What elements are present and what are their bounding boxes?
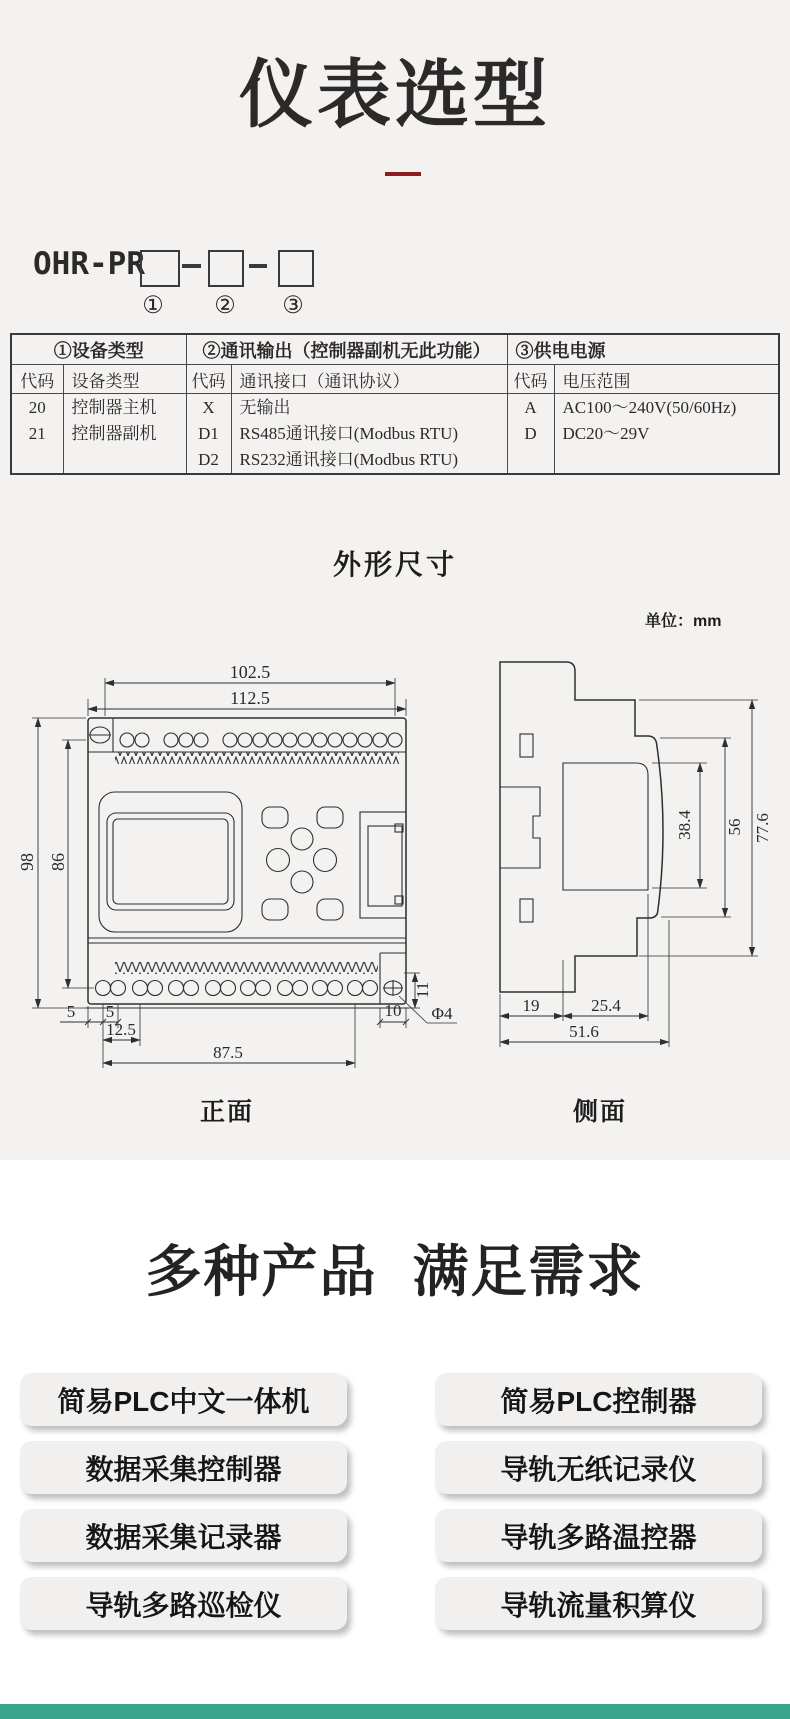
product-button-rail-patrol-meter[interactable]: 导轨多路巡检仪: [20, 1577, 347, 1630]
dimension-drawings: [0, 640, 790, 1070]
product-button-rail-temp-controller[interactable]: 导轨多路温控器: [435, 1509, 762, 1562]
model-code-dash-2: [249, 264, 267, 268]
top-vent-zigzag: [115, 752, 399, 764]
group-title-device-type: ①设备类型: [11, 334, 186, 365]
cell-device-master: 控制器主机: [71, 398, 157, 417]
cell-code-d1: D1: [198, 424, 219, 443]
dim-38-4: 38.4: [675, 810, 694, 840]
side-view-label: 侧面: [572, 1098, 628, 1126]
product-button-plc-controller[interactable]: 简易PLC控制器: [435, 1373, 762, 1426]
dim-25-4: 25.4: [591, 996, 621, 1015]
col-header-code-3: 代码: [507, 365, 554, 394]
front-view-drawing: [85, 718, 409, 1008]
side-connector: [360, 812, 406, 918]
product-button-plc-allinone[interactable]: 简易PLC中文一体机: [20, 1373, 347, 1426]
comm-codes: [186, 394, 231, 475]
screen-outer: [107, 813, 234, 910]
cell-rs485: RS485通讯接口(Modbus RTU): [239, 424, 459, 443]
dim-77-6: 77.6: [753, 813, 772, 843]
power-values: [554, 394, 779, 475]
position-marker-1: ①: [142, 292, 164, 319]
dim-86: 86: [48, 853, 68, 871]
side-panel: [563, 763, 648, 890]
col-header-code-1: 代码: [11, 365, 63, 394]
side-view-drawing: [500, 662, 663, 992]
position-marker-2: ②: [214, 292, 236, 319]
front-view-dimensions: [17, 662, 457, 1068]
cell-code-d: D: [524, 424, 537, 443]
top-terminal-row: [120, 733, 402, 747]
cell-code-x: X: [202, 398, 215, 417]
model-code-box-2: [208, 250, 244, 287]
selection-table: [10, 333, 780, 475]
product-button-rail-flow-totalizer[interactable]: 导轨流量积算仪: [435, 1577, 762, 1630]
dim-51-6: 51.6: [569, 1022, 599, 1041]
dim-10: 10: [384, 1001, 402, 1020]
screw-hole-top: [520, 734, 533, 757]
col-header-voltage-range: 电压范围: [554, 365, 779, 394]
dim-98: 98: [17, 853, 37, 871]
model-code-prefix: OHR-PR: [33, 246, 145, 282]
col-header-code-2: 代码: [186, 365, 231, 394]
unit-label: 单位：mm: [645, 613, 722, 630]
model-code-box-1: [140, 250, 180, 287]
cell-no-output: 无输出: [239, 398, 291, 417]
group-title-power-supply: ③供电电源: [507, 334, 779, 365]
model-code-dash-1: [182, 264, 201, 268]
dim-102-5: 102.5: [229, 662, 271, 682]
model-code-box-3: [278, 250, 314, 287]
bottom-terminal-row: [96, 981, 378, 996]
comm-values: [231, 394, 507, 475]
power-codes: [507, 394, 554, 475]
dim-hole-phi4: Φ4: [431, 1004, 453, 1023]
dim-5a: 5: [66, 1002, 76, 1021]
dim-112-5: 112.5: [230, 688, 270, 708]
device-type-codes: [11, 394, 63, 475]
product-button-daq-controller[interactable]: 数据采集控制器: [20, 1441, 347, 1494]
dim-5b: 5: [105, 1002, 115, 1021]
table-data-row: [11, 394, 779, 475]
title-divider: [385, 172, 421, 176]
din-rail-clip: [500, 787, 540, 868]
product-button-rail-paperless-recorder[interactable]: 导轨无纸记录仪: [435, 1441, 762, 1494]
cell-code-21: 21: [28, 424, 46, 443]
screen-inner: [113, 819, 228, 904]
col-header-comm-interface: 通讯接口（通讯协议）: [231, 365, 507, 394]
bottom-vent-zigzag: [115, 962, 378, 974]
position-marker-3: ③: [282, 292, 304, 319]
col-header-device-type: 设备类型: [63, 365, 186, 394]
dim-11: 11: [413, 981, 432, 999]
cell-code-a: A: [524, 398, 537, 417]
cell-device-slave: 控制器副机: [71, 424, 157, 443]
table-group-header-row: [11, 334, 779, 365]
keypad: [262, 807, 343, 920]
products-title: 多种产品 满足需求: [145, 1240, 645, 1303]
mounting-slot: [380, 953, 406, 1004]
dim-12-5: 12.5: [106, 1020, 136, 1039]
cell-rs232: RS232通讯接口(Modbus RTU): [239, 450, 459, 469]
group-title-comm-output: ②通讯输出（控制器副机无此功能）: [186, 334, 507, 365]
cell-code-20: 20: [28, 398, 46, 417]
table-column-header-row: [11, 365, 779, 394]
cell-code-d2: D2: [198, 450, 219, 469]
side-view-dimensions: [500, 700, 772, 1047]
front-view-label: 正面: [199, 1098, 255, 1126]
screw-hole-bottom: [520, 899, 533, 922]
product-button-daq-recorder[interactable]: 数据采集记录器: [20, 1509, 347, 1562]
page-title: 仪表选型: [239, 53, 551, 136]
cell-dc-range: DC20～29V: [562, 424, 650, 443]
dim-19: 19: [522, 996, 540, 1015]
cell-ac-range: AC100～240V(50/60Hz): [562, 398, 737, 417]
dim-56: 56: [725, 818, 744, 836]
footer-accent-bar: [0, 1704, 790, 1719]
dim-87-5: 87.5: [213, 1043, 243, 1062]
outline-section-title: 外形尺寸: [332, 549, 457, 580]
device-type-values: [63, 394, 186, 475]
